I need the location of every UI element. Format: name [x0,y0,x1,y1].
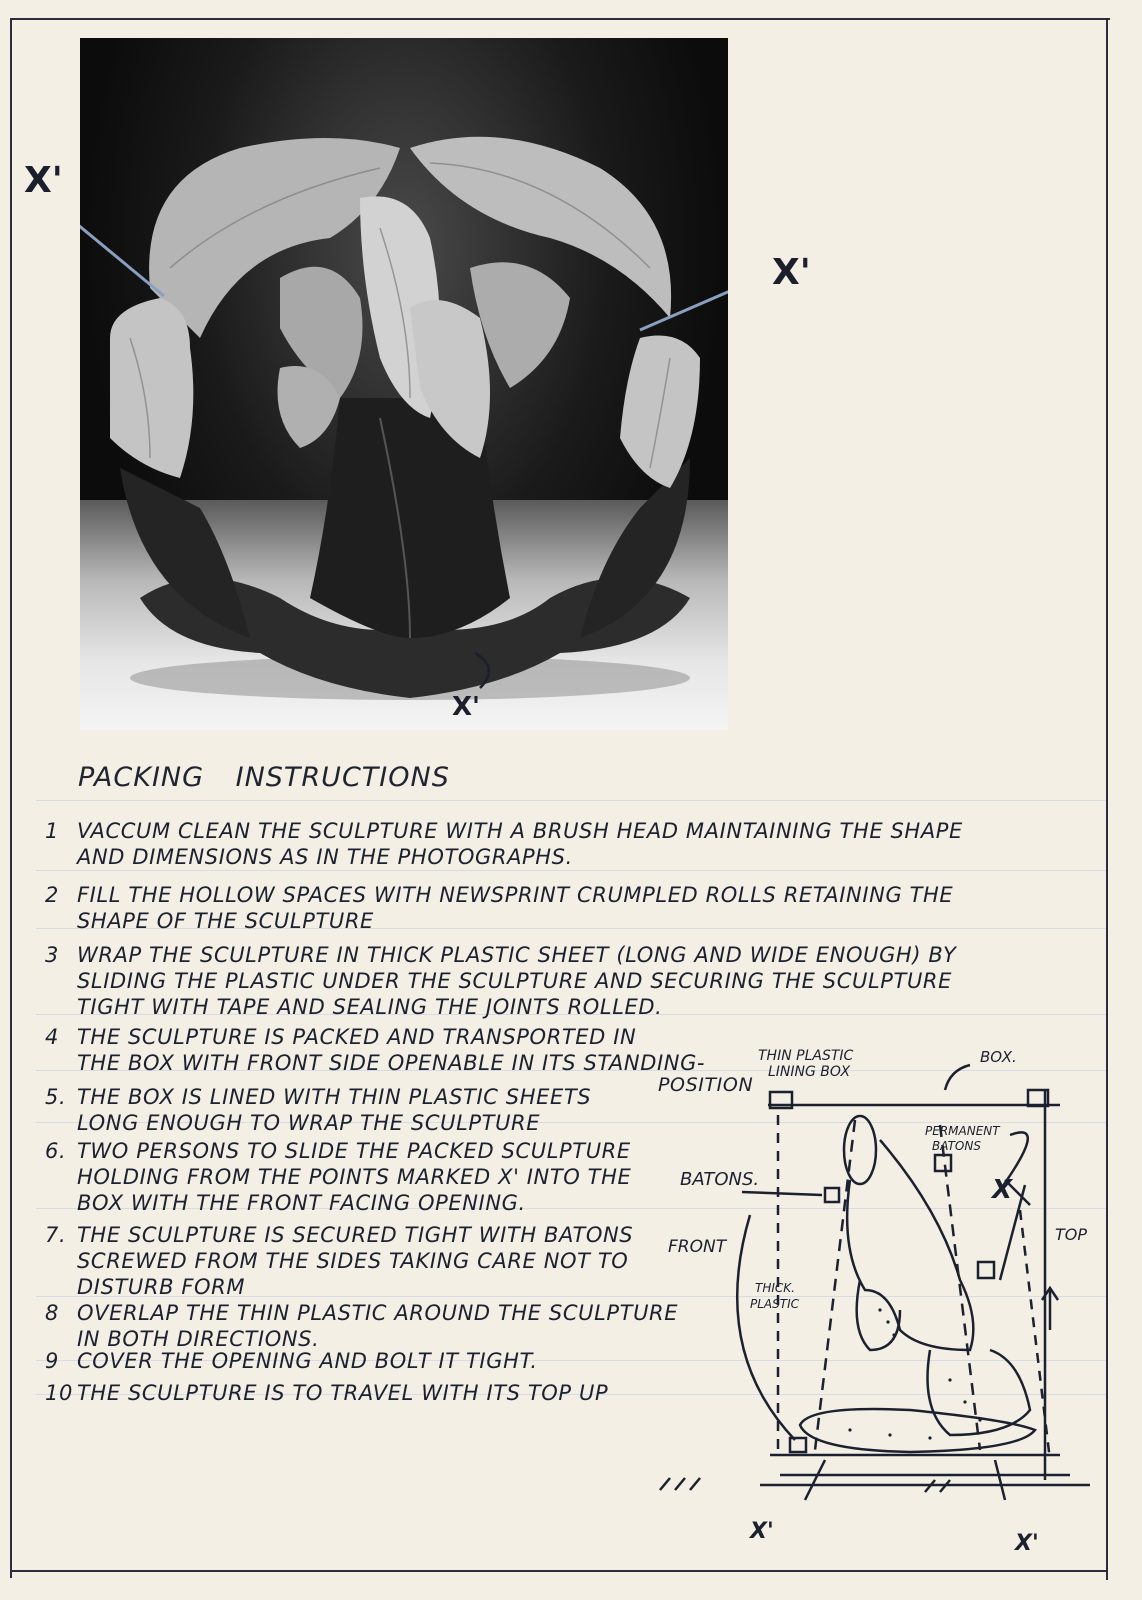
item-line: DISTURB FORM [77,1275,246,1299]
label-x-bottom-right: X' [1015,1531,1039,1556]
instruction-item-9 [45,1348,685,1374]
item-number: 1 [45,819,59,843]
sculpture-base [800,1409,1035,1452]
item-number: 8 [45,1301,59,1325]
item-line: OVERLAP THE THIN PLASTIC AROUND THE SCULPTURE [77,1301,679,1325]
baton-right [978,1262,994,1278]
item-line: SCREWED FROM THE SIDES TAKING CARE NOT TO [77,1249,629,1273]
label-lining-box: LINING BOX [768,1064,851,1080]
sculpture-lower [928,1350,1031,1435]
item-line: VACCUM CLEAN THE SCULPTURE WITH A BRUSH HEAD MAINTAINING THE SHAPE [77,819,963,843]
item-number: 2 [45,883,59,907]
baton-left [825,1188,839,1202]
item-line: WRAP THE SCULPTURE IN THICK PLASTIC SHEET (LONG AND WIDE ENOUGH) BY [77,943,957,967]
item-line: SLIDING THE PLASTIC UNDER THE SCULPTURE AND SECURING THE SCULPTURE [77,969,952,993]
sculpture-head [844,1116,876,1184]
ruled-line [36,800,1106,801]
x-mark-bottom: X' [452,692,481,722]
sculpture-image [80,38,728,730]
item-line: FILL THE HOLLOW SPACES WITH NEWSPRINT CRUMPLED ROLLS RETAINING THE [77,883,954,907]
item-number: 5. [45,1085,67,1109]
item-number: 6. [45,1139,67,1163]
label-x-bottom-left: X' [750,1519,774,1544]
item-line: THE SCULPTURE IS TO TRAVEL WITH ITS TOP UP [77,1381,609,1405]
sculpture-photograph [80,38,728,730]
instruction-item-10 [45,1380,705,1406]
instruction-item-2 [45,882,1105,934]
lining-inner [940,1125,980,1450]
baton-bottom [790,1438,806,1452]
instruction-item-1 [45,818,1105,870]
baton-top [935,1155,951,1171]
label-thick: THICK. [755,1281,795,1295]
x-mark-right: X' [772,252,811,293]
item-number: 9 [45,1349,59,1373]
bottom-leader-left [805,1460,825,1500]
item-line: THE SCULPTURE IS PACKED AND TRANSPORTED IN [77,1025,637,1049]
item-line: SHAPE OF THE SCULPTURE [77,909,374,933]
instruction-item-5 [45,1084,685,1136]
label-permanent-batons: BATONS [932,1139,981,1153]
item-line: POSITION [658,1074,754,1096]
item-number: 3 [45,943,59,967]
label-permanent: PERMANENT [925,1124,1000,1138]
item-line: LONG ENOUGH TO WRAP THE SCULPTURE [77,1111,541,1135]
frame-top-line [10,18,1110,20]
label-plastic: PLASTIC [750,1297,799,1311]
batons-arrow [742,1192,822,1195]
label-x-inner: X [992,1175,1013,1205]
label-lining: THIN PLASTIC [758,1048,854,1064]
packing-box-sketch [650,1030,1110,1590]
thick-plastic-line [815,1120,855,1450]
item-line: THE BOX IS LINED WITH THIN PLASTIC SHEETS [77,1085,592,1109]
item-line: HOLDING FROM THE POINTS MARKED X' INTO THE [77,1165,632,1189]
frame-left-line [10,18,12,1578]
label-top: TOP [1055,1225,1088,1244]
item-line: AND DIMENSIONS AS IN THE PHOTOGRAPHS. [77,845,573,869]
item-number: 4 [45,1025,59,1049]
box-leader [945,1065,970,1090]
item-number: 7. [45,1223,67,1247]
item-line: THE SCULPTURE IS SECURED TIGHT WITH BATONS [77,1223,634,1247]
page-title: PACKING INSTRUCTIONS [78,762,450,793]
item-line: BOX WITH THE FRONT FACING OPENING. [77,1191,526,1215]
instruction-item-7 [45,1222,685,1300]
item-line: TWO PERSONS TO SLIDE THE PACKED SCULPTURE [77,1139,631,1163]
item-line: TIGHT WITH TAPE AND SEALING THE JOINTS ROLLED. [77,995,663,1019]
label-front: FRONT [668,1237,727,1257]
item-line: IN BOTH DIRECTIONS. [77,1327,320,1351]
instruction-item-6 [45,1138,685,1216]
sculpture-limb [857,1280,900,1350]
x-mark-left: X' [24,160,63,201]
item-line: THE BOX WITH FRONT SIDE OPENABLE IN ITS STANDING- [77,1051,706,1075]
bottom-leader-right [995,1460,1005,1500]
label-box: BOX. [980,1048,1017,1066]
item-line: COVER THE OPENING AND BOLT IT TIGHT. [77,1349,538,1373]
front-arrow [737,1215,795,1440]
ruled-line [36,870,1106,871]
instruction-item-8 [45,1300,705,1352]
instruction-item-3 [45,942,1105,1020]
item-number: 10 [45,1381,73,1405]
label-batons: BATONS. [680,1169,760,1190]
